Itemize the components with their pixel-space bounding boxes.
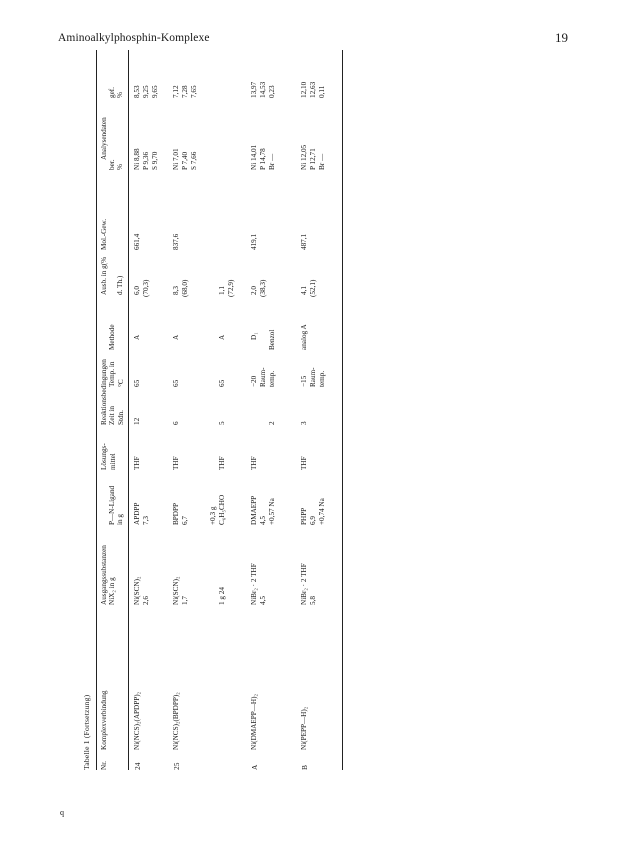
- row-a-solvent: THF: [250, 456, 258, 470]
- header-zeit: Zeit in Stdn.: [108, 406, 125, 425]
- row-25b-temp: 65: [218, 379, 226, 387]
- row-24-molgew: 661,4: [133, 233, 141, 250]
- row-25b-methode: A: [218, 334, 226, 340]
- header-ber-unit: %: [116, 164, 124, 170]
- row-24-solvent: THF: [133, 456, 141, 470]
- row-25-solvent: THF: [172, 456, 180, 470]
- row-a-ausb: 2,0: [250, 286, 258, 295]
- row-25-gef-p: 7,28: [181, 85, 189, 98]
- row-25-gef-ni: 7,12: [172, 85, 180, 98]
- row-a-ligand-na: +0,57 Na: [268, 498, 276, 525]
- header-rule: [128, 50, 129, 770]
- running-header-title: Aminoalkylphosphin-Komplexe: [58, 32, 210, 44]
- header-ligand: P—N-Ligand: [108, 485, 116, 525]
- row-b-nix: NiBr₂ · 2 THF: [300, 563, 308, 605]
- row-a-temp: −20 Raum- temp.: [250, 367, 276, 387]
- row-24-ber-p: P 9,36: [142, 151, 150, 170]
- row-b-ber-p: P 12,71: [309, 148, 317, 170]
- header-solvent: Lösungs- mittel: [100, 443, 117, 470]
- row-25-ligand-g: 6,7: [181, 516, 189, 525]
- bottom-rule: [342, 50, 343, 770]
- row-24-ligand-g: 7,3: [142, 516, 150, 525]
- row-25b-solvent: THF: [218, 456, 226, 470]
- header-ausgang: Ausgangssubstanzen: [100, 545, 108, 605]
- row-25-complex: Ni(NCS)₂(BPDPP)₂: [172, 692, 180, 750]
- row-25-molgew: 837,6: [172, 233, 180, 250]
- row-25b-ligand-2: C₆H₅CHO: [218, 494, 226, 525]
- rotated-table: [82, 50, 358, 770]
- header-ligand-unit: in g: [116, 514, 124, 525]
- row-a-nr: A: [250, 764, 259, 770]
- row-25-gef-s: 7,65: [190, 85, 198, 98]
- row-b-complex: Ni(PEPP—H)₂: [300, 706, 308, 750]
- header-ausb: Ausb. in g(%: [100, 256, 108, 295]
- row-a-complex: Ni(DMAEPP—H)₂: [250, 693, 258, 750]
- header-complex: Komplexverbindung: [100, 690, 108, 750]
- row-b-zeit: 3: [300, 421, 308, 425]
- header-gef-unit: %: [116, 92, 124, 98]
- row-24-complex: Ni(NCS)₂(APDPP)₂: [133, 691, 141, 750]
- row-24-methode: A: [133, 334, 141, 340]
- row-b-nr: B: [300, 765, 309, 770]
- row-24-temp: 65: [133, 379, 141, 387]
- row-b-nix-g: 5,8: [309, 596, 317, 605]
- row-25-ligand: BPDPP: [172, 503, 180, 525]
- row-b-solvent: THF: [300, 456, 308, 470]
- row-b-temp: −15 Raum- temp.: [300, 367, 326, 387]
- table-caption: Tabelle 1 (Fortsetzung): [82, 694, 91, 770]
- row-25-nix: Ni(SCN)₂: [172, 576, 180, 605]
- top-rule: [96, 50, 97, 770]
- row-25b-ausb: 1,1: [218, 286, 226, 295]
- row-b-gef-ni: 12,10: [300, 81, 308, 98]
- row-25-ber-s: S 7,66: [190, 151, 198, 170]
- row-a-nix: NiBr₂ · 2 THF: [250, 563, 258, 605]
- header-molgew: Mol.-Gew.: [100, 218, 108, 250]
- row-b-ligand-na: +0,74 Na: [318, 498, 326, 525]
- row-b-ligand: PHPP: [300, 507, 308, 525]
- header-ausb-unit: d. Th.): [116, 275, 124, 295]
- row-25b-nix: 1 g 24: [218, 587, 226, 605]
- row-25-methode: A: [172, 334, 180, 340]
- row-a-ber-ni: Ni 14,01: [250, 144, 258, 170]
- row-b-gef-p: 12,63: [309, 81, 317, 98]
- row-a-ber-br: Br —: [268, 153, 276, 170]
- row-24-nr: 24: [133, 762, 142, 770]
- row-25b-ausb-pct: (72,9): [227, 279, 235, 297]
- row-a-gef-br: 0,23: [268, 85, 276, 98]
- row-b-ausb: 4,1: [300, 286, 308, 295]
- row-25-zeit: 6: [172, 421, 180, 425]
- row-24-gef-ni: 8,53: [133, 85, 141, 98]
- row-a-ausb-pct: (38,3): [259, 279, 267, 297]
- row-b-gef-br: 0,11: [318, 85, 326, 98]
- row-25b-ligand: +0,3 g: [209, 506, 217, 525]
- row-a-nix-g: 4,5: [259, 596, 267, 605]
- header-nix: NiX₂ in g: [108, 577, 116, 605]
- margin-note: q: [60, 808, 64, 817]
- row-24-ligand: APDPP: [133, 502, 141, 525]
- row-24-zeit: 12: [133, 417, 141, 425]
- header-gef: gef.: [108, 87, 116, 98]
- header-nr: Nr.: [100, 761, 108, 770]
- header-methode: Methode: [108, 324, 116, 350]
- row-b-molgew: 487,1: [300, 233, 308, 250]
- row-24-nix: Ni(SCN)₂: [133, 576, 141, 605]
- row-24-nix-g: 2,6: [142, 596, 150, 605]
- header-cond: Reaktionsbedingungen: [100, 359, 108, 425]
- row-a-molgew: 419,1: [250, 233, 258, 250]
- row-25-ber-p: P 7,40: [181, 151, 189, 170]
- row-25-temp: 65: [172, 379, 180, 387]
- row-24-ausb: 6,0: [133, 286, 141, 295]
- header-ber: ber.: [108, 159, 116, 170]
- row-b-ligand-g: 6,9: [309, 516, 317, 525]
- row-a-ligand-g: 4,5: [259, 516, 267, 525]
- header-temp: Temp. in °C: [108, 361, 125, 387]
- row-24-ausb-pct: (70,3): [142, 279, 150, 297]
- row-25-nix-g: 1,7: [181, 596, 189, 605]
- row-b-ausb-pct: (52,1): [309, 279, 317, 297]
- row-25b-zeit: 5: [218, 421, 226, 425]
- row-a-ligand: DMAEPP: [250, 495, 258, 525]
- row-a-gef-ni: 13,97: [250, 81, 258, 98]
- row-24-gef-s: 9,65: [151, 85, 159, 98]
- row-b-ber-ni: Ni 12,05: [300, 144, 308, 170]
- row-a-zeit: 2: [268, 421, 276, 425]
- header-analysen: Analysendaten: [100, 117, 108, 160]
- row-b-methode: analog A: [300, 324, 308, 350]
- row-a-gef-p: 14,53: [259, 81, 267, 98]
- row-25-ausb-pct: (68,0): [181, 279, 189, 297]
- row-b-ber-br: Br —: [318, 153, 326, 170]
- row-24-ber-s: S 9,70: [151, 151, 159, 170]
- row-a-ber-p: P 14,78: [259, 148, 267, 170]
- row-24-gef-p: 9,25: [142, 85, 150, 98]
- row-25-nr: 25: [172, 762, 181, 770]
- row-25-ausb: 8,3: [172, 286, 180, 295]
- row-25-ber-ni: Ni 7,01: [172, 148, 180, 170]
- page-number: 19: [555, 30, 568, 45]
- row-a-methode: D₁: [250, 332, 258, 340]
- row-24-ber-ni: Ni 8,88: [133, 148, 141, 170]
- row-a-methode-note: Benzol: [268, 329, 276, 350]
